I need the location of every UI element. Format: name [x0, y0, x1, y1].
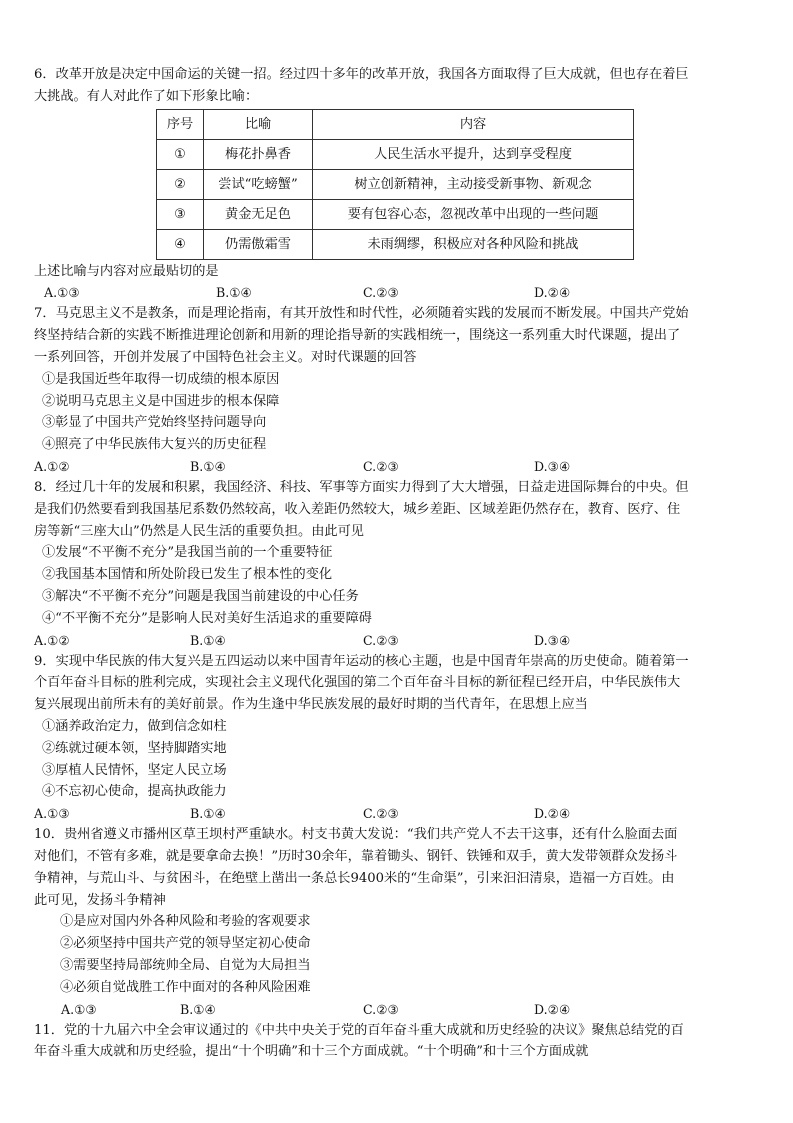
option-b: B.①④: [190, 632, 226, 648]
question-stem-line: 复兴展现出前所未有的美好前景。作为生逢中华民族发展的最好时期的当代青年，在思想上应当: [34, 697, 588, 713]
statement-item: ①是我国近些年取得一切成绩的根本原因: [42, 371, 280, 387]
option-a: A.①②: [34, 632, 70, 648]
question-stem-line: 年奋斗重大成就和历史经验，提出“十个明确”和十三个方面成就。“十个明确”和十三个方面成就: [34, 1044, 589, 1060]
question-6: [34, 64, 760, 303]
statement-item: ③彰显了中国共产党始终坚持问题导向: [42, 415, 267, 431]
question-stem-line: 终坚持结合新的实践不断推进理论创新和用新的理论指导新的实践相统一，围绕这一系列重大时代课题，提出了: [34, 328, 681, 344]
statement-item: ③解决“不平衡不充分”问题是我国当前建设的中心任务: [42, 588, 359, 604]
question-8: [34, 477, 760, 651]
table-cell: 树立创新精神，主动接受新事物、新观念: [313, 169, 634, 199]
option-a: A.①③: [44, 285, 80, 301]
question-stem-line: 9．实现中华民族的伟大复兴是五四运动以来中国青年运动的核心主题，也是中国青年崇高的历史使命。随着第一: [34, 653, 689, 669]
table-cell: ②: [157, 169, 204, 199]
question-prompt: 上述比喻与内容对应最贴切的是: [34, 263, 219, 279]
option-b: B.①④: [216, 285, 252, 301]
option-c: C.②③: [363, 806, 399, 822]
option-d: D.②④: [534, 285, 571, 301]
option-d: D.②④: [534, 806, 571, 822]
question-stem-line: 此可见，发扬斗争精神: [34, 892, 166, 908]
statement-item: ③厚植人民情怀，坚定人民立场: [42, 762, 227, 778]
question-stem-line: 房等新“三座大山”仍然是人民生活的重要负担。由此可见: [34, 523, 364, 539]
option-b: B.①④: [190, 458, 226, 474]
table-row: [157, 199, 634, 229]
question-9: [34, 651, 760, 825]
table-cell: 黄金无足色: [204, 199, 313, 229]
option-b: B.①④: [190, 806, 226, 822]
answer-options: [34, 630, 760, 651]
table-row: [157, 169, 634, 199]
statement-item: ④不忘初心使命，提高执政能力: [42, 784, 227, 800]
question-stem-line: 对他们，不管有多难，就是要拿命去换！”历时30余年，靠着锄头、钢钎、铁锤和双手，黄大发带领群众发扬斗: [34, 848, 678, 864]
table-cell: 梅花扑鼻香: [204, 139, 313, 169]
statement-item: ②练就过硬本领，坚持脚踏实地: [42, 740, 227, 756]
question-stem-line: 7．马克思主义不是教条，而是理论指南，有其开放性和时代性，必须随着实践的发展而不断发展。中国共产党始: [34, 306, 689, 322]
option-a: A.①②: [34, 458, 70, 474]
statement-item: ②必须坚持中国共产党的领导坚定初心使命: [60, 936, 311, 952]
statement-item: ②我国基本国情和所处阶段已发生了根本性的变化: [42, 567, 333, 583]
answer-options: [34, 282, 760, 303]
option-d: D.③④: [534, 458, 571, 474]
table-cell: 要有包容心态，忽视改革中出现的一些问题: [313, 199, 634, 229]
table-row: [157, 139, 634, 169]
statement-item: ①涵养政治定力，做到信念如柱: [42, 718, 227, 734]
question-stem-line: 一系列回答，开创并发展了中国特色社会主义。对时代课题的回答: [34, 349, 417, 365]
statement-item: ④“不平衡不充分”是影响人民对美好生活追求的重要障碍: [42, 610, 372, 626]
statement-item: ①发展“不平衡不充分”是我国当前的一个重要特征: [42, 545, 333, 561]
option-a: A.①③: [61, 1001, 97, 1017]
option-b: B.①④: [180, 1001, 216, 1017]
answer-options: [34, 803, 760, 824]
table-header-cell: 比喻: [204, 109, 313, 139]
metaphor-table: [156, 109, 634, 260]
question-stem-line: 大挑战。有人对此作了如下形象比喻：: [34, 88, 259, 104]
table-header-cell: 内容: [313, 109, 634, 139]
table-cell: ③: [157, 199, 204, 229]
option-d: D.③④: [534, 632, 571, 648]
question-stem-line: 8．经过几十年的发展和积累，我国经济、科技、军事等方面实力得到了大大增强，日益走进国际舞台的中央。但: [34, 479, 689, 495]
table-cell: 未雨绸缪，积极应对各种风险和挑战: [313, 229, 634, 259]
table-header-cell: 序号: [157, 109, 204, 139]
question-stem-line: 11．党的十九届六中全会审议通过的《中共中央关于党的百年奋斗重大成就和历史经验的决议》聚焦总结党的百: [34, 1022, 684, 1038]
table-cell: ①: [157, 139, 204, 169]
table-cell: 人民生活水平提升，达到享受程度: [313, 139, 634, 169]
statement-item: ④照亮了中华民族伟大复兴的历史征程: [42, 437, 267, 453]
question-stem-line: 个百年奋斗目标的胜利完成，实现社会主义现代化强国的第二个百年奋斗目标的新征程已经开启，中华民族伟大: [34, 675, 681, 691]
table-row: [157, 229, 634, 259]
exam-page: [34, 64, 760, 1063]
question-10: [34, 824, 760, 1019]
option-d: D.②④: [534, 1001, 571, 1017]
option-c: C.②③: [363, 285, 399, 301]
table-header-row: [157, 109, 634, 139]
answer-options: [34, 999, 760, 1020]
statement-item: ①是应对国内外各种风险和考验的客观要求: [60, 914, 311, 930]
question-11: [34, 1020, 760, 1064]
question-stem-line: 是我们仍然要看到我国基尼系数仍然较高，收入差距仍然较大，城乡差距、区域差距仍然存在，教育、医疗、住: [34, 501, 681, 517]
question-stem-line: 争精神，与荒山斗、与贫困斗，在绝壁上凿出一条总长9400米的“生命渠”，引来汩汩清泉，造福一方百姓。由: [34, 870, 675, 886]
answer-options: [34, 456, 760, 477]
option-c: C.②③: [363, 458, 399, 474]
table-cell: ④: [157, 229, 204, 259]
question-7: [34, 303, 760, 477]
statement-item: ②说明马克思主义是中国进步的根本保障: [42, 393, 280, 409]
statement-item: ④必须自觉战胜工作中面对的各种风险困难: [60, 979, 311, 995]
option-c: C.②③: [363, 1001, 399, 1017]
table-cell: 尝试“吃螃蟹”: [204, 169, 313, 199]
option-a: A.①③: [34, 806, 70, 822]
question-stem-line: 6．改革开放是决定中国命运的关键一招。经过四十多年的改革开放，我国各方面取得了巨大成就，但也存在着巨: [34, 67, 689, 82]
question-stem-line: 10．贵州省遵义市播州区草王坝村严重缺水。村支书黄大发说：“我们共产党人不去干这事，还有什么脸面去面: [34, 827, 678, 843]
statement-item: ③需要坚持局部统帅全局、自觉为大局担当: [60, 957, 311, 973]
table-cell: 仍需傲霜雪: [204, 229, 313, 259]
option-c: C.②③: [363, 632, 399, 648]
